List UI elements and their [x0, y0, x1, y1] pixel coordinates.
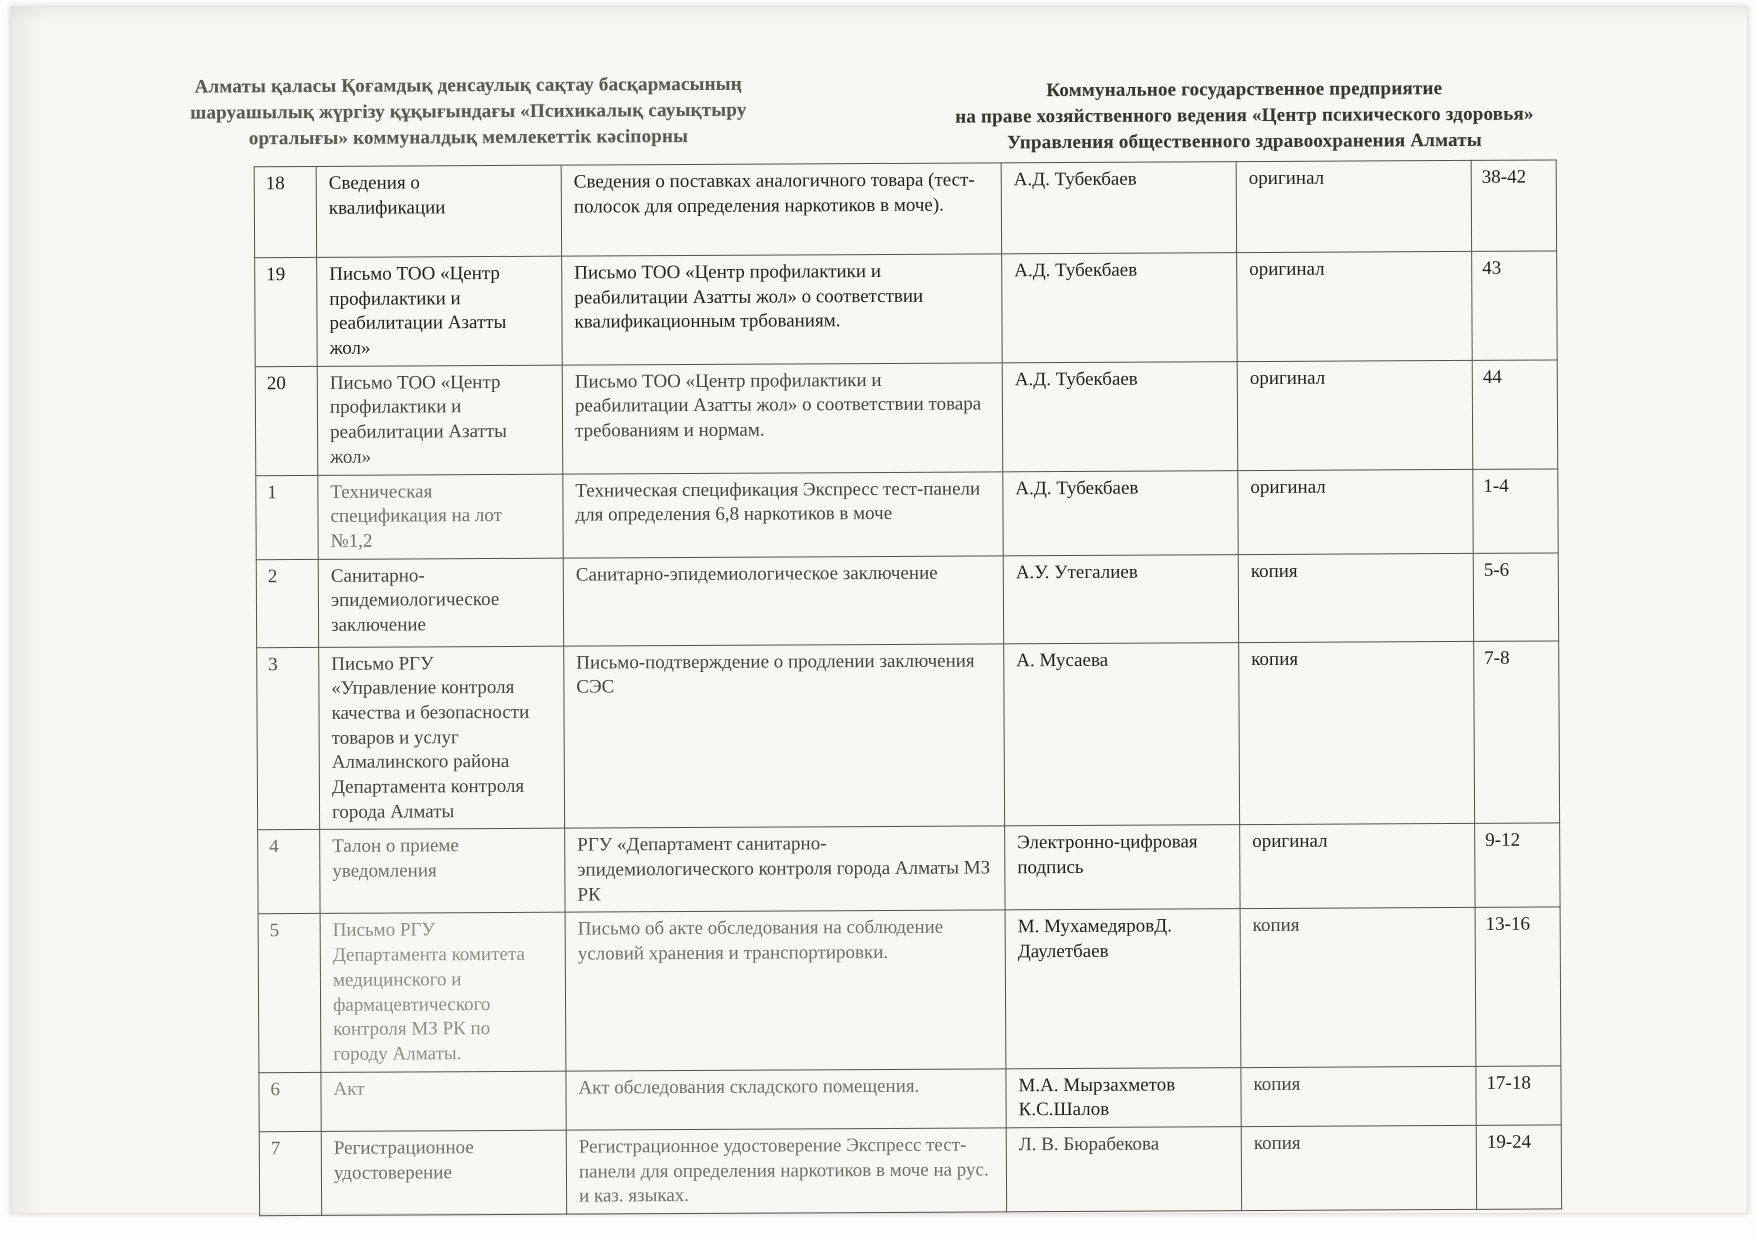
- row-number-cell: 4: [258, 830, 320, 914]
- doc-description-cell: Регистрационное удостоверение Экспресс тест-панели для определения наркотиков в моче на рус. и каз. языках.: [566, 1128, 1006, 1214]
- org-name-russian: [920, 75, 1568, 156]
- doc-form-cell: копия: [1241, 1125, 1476, 1210]
- row-number-cell: 1: [256, 475, 318, 559]
- doc-description-cell: Письмо ТОО «Центр профилактики и реабилитации Азатты жол» о соответствии товара требованиям и нормам.: [562, 363, 1003, 474]
- doc-form-cell: оригинал: [1236, 160, 1471, 252]
- doc-name-cell: Регистрационное удостоверение: [321, 1130, 566, 1215]
- doc-form-cell: копия: [1238, 553, 1473, 642]
- doc-name-cell: Письмо РГУ Департамента комитета медицинского и фармацевтического контроля МЗ РК по городу Алматы.: [320, 913, 566, 1072]
- page-range-cell: 5-6: [1473, 553, 1558, 641]
- table-row: [256, 553, 1558, 648]
- org-name-kazakh: [168, 72, 768, 153]
- doc-description-cell: Письмо об акте обследования на соблюдение условий хранения и транспортировки.: [565, 910, 1006, 1070]
- documents-register-table: [254, 159, 1562, 1216]
- org-name-kazakh-line: шаруашылық жүргізу құқығындағы «Психикалық сауықтыру: [190, 99, 747, 124]
- doc-name-cell: Письмо РГУ «Управление контроля качества и безопасности товаров и услуг Алмалинского района Департамента контроля города Алматы: [319, 646, 565, 830]
- page-range-cell: 44: [1472, 360, 1558, 469]
- table-row: [256, 468, 1558, 559]
- table-row: [259, 1065, 1561, 1131]
- doc-form-cell: копия: [1240, 908, 1476, 1067]
- org-name-russian-line: Коммунальное государственное предприятие: [1046, 78, 1443, 102]
- page-range-cell: 7-8: [1474, 641, 1560, 824]
- table-row: [255, 251, 1558, 367]
- row-number-cell: 20: [255, 366, 318, 475]
- org-name-russian-line: на праве хозяйственного ведения «Центр психического здоровья»: [955, 103, 1534, 128]
- responsible-person-cell: А.Д. Тубекбаев: [1002, 253, 1238, 363]
- responsible-person-cell: М. МухамедяровД. Даулетбаев: [1005, 909, 1241, 1068]
- doc-form-cell: оригинал: [1237, 251, 1473, 361]
- table-row: [258, 907, 1561, 1072]
- doc-form-cell: копия: [1239, 641, 1475, 825]
- doc-name-cell: Техническая спецификация на лот №1,2: [318, 474, 563, 559]
- row-number-cell: 2: [256, 559, 318, 647]
- responsible-person-cell: А.Д. Тубекбаев: [1002, 361, 1238, 471]
- page-range-cell: 9-12: [1475, 823, 1560, 908]
- doc-form-cell: оригинал: [1240, 824, 1475, 909]
- responsible-person-cell: А. Мусаева: [1004, 642, 1240, 826]
- responsible-person-cell: А.Д. Тубекбаев: [1001, 162, 1236, 254]
- doc-name-cell: Санитарно-эпидемиологическое заключение: [318, 558, 563, 647]
- paper-sheet: [10, 6, 1748, 1214]
- doc-description-cell: Акт обследования складского помещения.: [566, 1068, 1006, 1130]
- doc-name-cell: Акт: [321, 1071, 566, 1132]
- doc-description-cell: Санитарно-эпидемиологическое заключение: [563, 555, 1003, 645]
- table-row: [259, 1125, 1561, 1216]
- row-number-cell: 19: [255, 257, 318, 366]
- doc-name-cell: Письмо ТОО «Центр профилактики и реабилитации Азатты жол»: [317, 365, 563, 475]
- table-row: [255, 360, 1558, 476]
- responsible-person-cell: М.А. Мырзахметов К.С.Шалов: [1006, 1067, 1241, 1128]
- org-name-kazakh-line: орталығы» коммуналдық мемлекеттік кәсіпорны: [248, 125, 689, 149]
- doc-form-cell: оригинал: [1237, 360, 1473, 470]
- doc-form-cell: оригинал: [1238, 469, 1473, 554]
- doc-name-cell: Талон о приеме уведомления: [320, 829, 565, 914]
- row-number-cell: 18: [254, 166, 316, 257]
- responsible-person-cell: Электронно-цифровая подпись: [1005, 825, 1240, 910]
- doc-name-cell: Письмо ТОО «Центр профилактики и реабилитации Азатты жол»: [317, 256, 563, 366]
- responsible-person-cell: А.Д. Тубекбаев: [1003, 470, 1238, 555]
- table-row: [257, 641, 1560, 831]
- sheet-content: [8, 2, 1750, 1217]
- doc-description-cell: РГУ «Департамент санитарно-эпидемиологического контроля города Алматы МЗ РК: [565, 826, 1005, 912]
- row-number-cell: 7: [259, 1131, 321, 1215]
- table-row: [258, 823, 1560, 914]
- row-number-cell: 6: [259, 1072, 321, 1132]
- page-range-cell: 17-18: [1476, 1065, 1561, 1125]
- doc-description-cell: Письмо-подтверждение о продлении заключения СЭС: [564, 643, 1005, 828]
- doc-name-cell: Сведения о квалификации: [316, 165, 561, 257]
- row-number-cell: 3: [257, 647, 320, 830]
- page-range-cell: 43: [1472, 251, 1558, 360]
- documents-table-body: [254, 160, 1561, 1216]
- org-name-russian-line: Управления общественного здравоохранения Алматы: [1007, 129, 1482, 153]
- doc-form-cell: копия: [1241, 1066, 1476, 1127]
- doc-description-cell: Письмо ТОО «Центр профилактики и реабилитации Азатты жол» о соответствии квалификационным трбованиям.: [562, 254, 1003, 365]
- org-name-kazakh-line: Алматы қаласы Қоғамдық денсаулық сақтау басқармасының: [194, 73, 742, 98]
- page-range-cell: 13-16: [1475, 907, 1561, 1066]
- doc-description-cell: Сведения о поставках аналогичного товара (тест-полосок для определения наркотиков в моче).: [561, 163, 1001, 256]
- responsible-person-cell: Л. В. Бюрабекова: [1006, 1127, 1241, 1212]
- doc-description-cell: Техническая спецификация Экспресс тест-панели для определения 6,8 наркотиков в моче: [563, 471, 1003, 557]
- table-row: [254, 160, 1556, 258]
- responsible-person-cell: А.У. Утегалиев: [1003, 554, 1238, 643]
- page-range-cell: 19-24: [1476, 1125, 1561, 1210]
- row-number-cell: 5: [258, 914, 321, 1072]
- page-range-cell: 38-42: [1471, 160, 1556, 251]
- page-range-cell: 1-4: [1473, 468, 1558, 553]
